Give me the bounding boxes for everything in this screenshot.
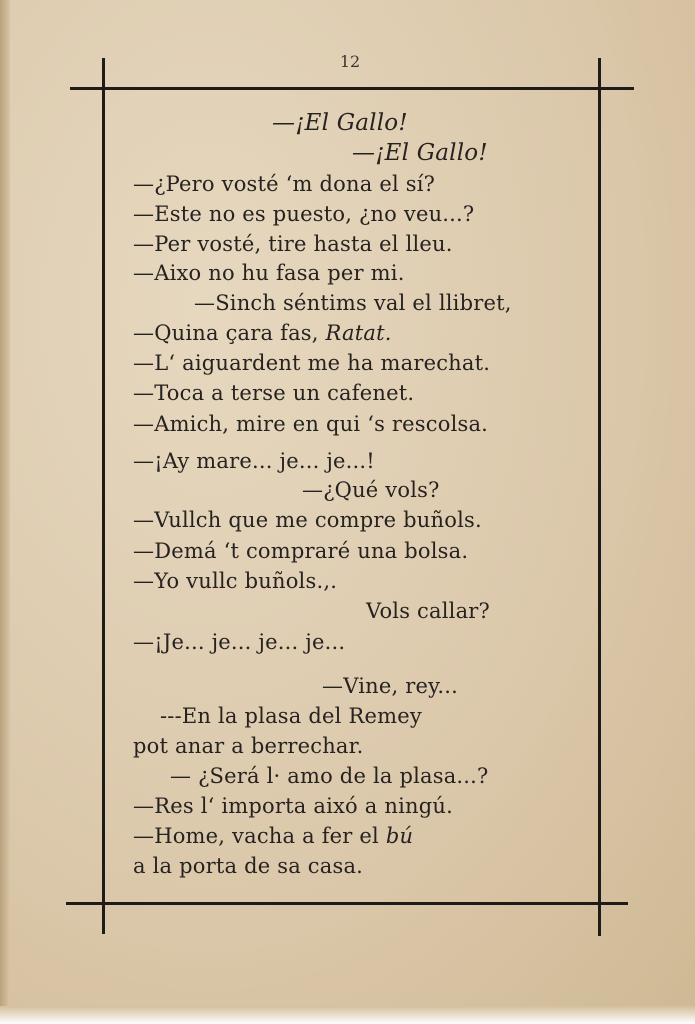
- verse-line: —Vullch que me compre buñols.: [133, 508, 482, 532]
- verse-line: ---En la plasa del Remey: [160, 704, 422, 728]
- verse-line: —¡Je... je... je... je...: [133, 630, 346, 654]
- verse-line: —Res l‘ importa aixó a ningú.: [133, 794, 453, 818]
- page-bottom-edge: [0, 1006, 695, 1024]
- verse-line-italic: Ratat.: [325, 321, 392, 345]
- verse-line: —¡El Gallo!: [352, 140, 488, 166]
- verse-line: —Este no es puesto, ¿no veu...?: [133, 202, 475, 226]
- top-border-rule: [70, 87, 634, 90]
- bottom-border-rule: [66, 902, 628, 905]
- verse-line: —Amich, mire en qui ‘s rescolsa.: [133, 412, 489, 436]
- verse-line: —Yo vullc buñols.,.: [133, 569, 338, 593]
- page-number: 12: [339, 52, 361, 71]
- verse-line: —¿Pero vosté ‘m dona el sí?: [133, 172, 436, 196]
- verse-line: —Aixo no hu fasa per mi.: [133, 261, 405, 285]
- left-border-rule: [102, 58, 105, 934]
- verse-line: —¡El Gallo!: [272, 110, 408, 136]
- verse-line: —Vine, rey...: [322, 674, 458, 698]
- verse-line: —Demá ‘t compraré una bolsa.: [133, 539, 469, 563]
- verse-line: [133, 320, 392, 346]
- verse-line: —L‘ aiguardent me ha marechat.: [133, 351, 491, 375]
- verse-line: — ¿Será l· amo de la plasa...?: [170, 764, 489, 788]
- verse-line: —Sinch séntims val el llibret,: [194, 291, 512, 315]
- page-left-edge: [0, 0, 10, 1024]
- verse-line-italic: bú: [385, 824, 414, 848]
- verse-line: Vols callar?: [366, 599, 490, 623]
- verse-line-text: —Home, vacha a fer el: [133, 824, 386, 848]
- verse-line: —¡Ay mare... je... je...!: [133, 449, 375, 473]
- verse-line-text: —Quina çara fas,: [133, 321, 326, 345]
- verse-line: pot anar a berrechar.: [133, 734, 364, 758]
- verse-line: —Toca a terse un cafenet.: [133, 381, 415, 405]
- verse-line: [133, 823, 413, 849]
- verse-line: —¿Qué vols?: [302, 478, 440, 502]
- verse-line: —Per vosté, tire hasta el lleu.: [133, 232, 453, 256]
- right-border-rule: [598, 58, 601, 936]
- verse-line: a la porta de sa casa.: [133, 854, 364, 878]
